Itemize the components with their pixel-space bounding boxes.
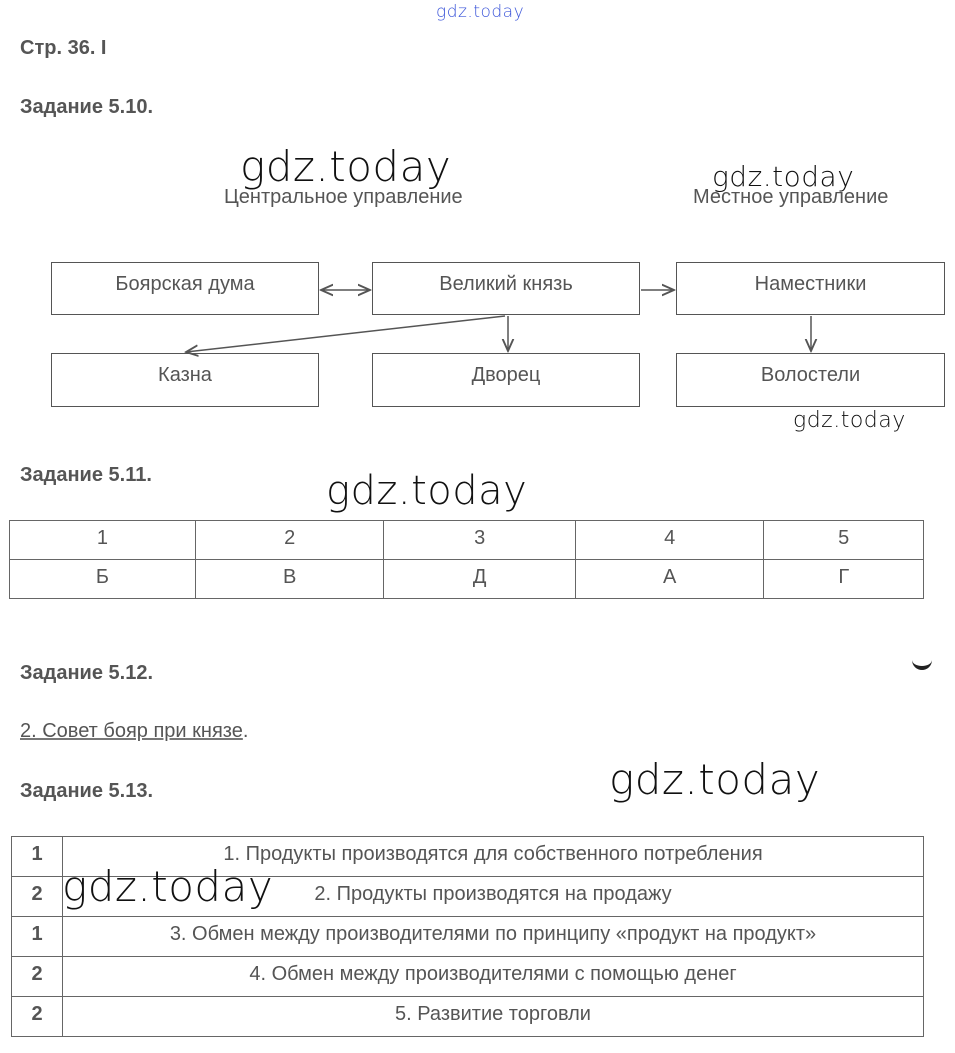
task-5-10-heading: Задание 5.10. [20,96,154,118]
watermark-diagram-right: gdz.today [712,160,855,193]
table-cell: 1 [10,521,196,560]
table-row [12,917,924,957]
box-kazna-label: Казна [158,364,212,386]
table-row-letters [10,560,924,599]
local-government-caption: Местное управление [693,186,889,208]
table-cell: 2 [195,521,384,560]
table-cell-text: 4. Обмен между производителями с помощью денег [63,957,924,997]
task-5-12-answer-line [20,720,248,743]
table-cell-text: 3. Обмен между производителями по принципу «продукт на продукт» [63,917,924,957]
watermark-table2: gdz.today [62,862,274,911]
arrow-prince-kazna [186,316,505,352]
table-cell: Б [10,560,196,599]
table-cell-number: 1 [12,837,63,877]
watermark-diagram-left: gdz.today [240,142,452,191]
table-row [12,957,924,997]
watermark-diagram-bottom: gdz.today [793,408,906,433]
task-5-12-heading: Задание 5.12. [20,662,154,684]
table-cell: В [195,560,384,599]
watermark-section13: gdz.today [609,755,821,804]
matching-table-5-11 [9,520,924,599]
table-cell: 5 [764,521,924,560]
table-cell: Д [384,560,575,599]
box-volosteli-label: Волостели [760,364,861,386]
table-cell: 3 [384,521,575,560]
box-grand-prince-label: Великий князь [439,273,573,295]
watermark-table1: gdz.today [326,468,528,514]
page-reference: Стр. 36. I [20,37,107,59]
box-namestniki-label: Наместники [754,273,867,295]
table-cell-number: 2 [12,877,63,917]
central-government-caption: Центральное управление [224,186,463,208]
table-row-numbers [10,521,924,560]
table-cell-text: 2. Продукты производятся на продажу [63,877,924,917]
task-5-13-heading: Задание 5.13. [20,780,154,802]
task-5-12-answer: 2. Совет бояр при князе [20,720,243,742]
table-cell-text: 1. Продукты производятся для собственного потребления [63,837,924,877]
table-cell-number: 2 [12,957,63,997]
box-dvorets-label: Дворец [471,364,541,386]
table-cell: Г [764,560,924,599]
table-cell-number: 1 [12,917,63,957]
table-cell-text: 5. Развитие торговли [63,997,924,1037]
box-boyar-duma-label: Боярская дума [115,273,255,295]
watermark-top: gdz.today [436,2,525,22]
table-cell: 4 [575,521,764,560]
table-row [12,997,924,1037]
table-cell-number: 2 [12,997,63,1037]
task-5-12-answer-period: . [242,720,249,742]
table-cell: А [575,560,764,599]
task-5-11-heading: Задание 5.11. [20,464,152,486]
